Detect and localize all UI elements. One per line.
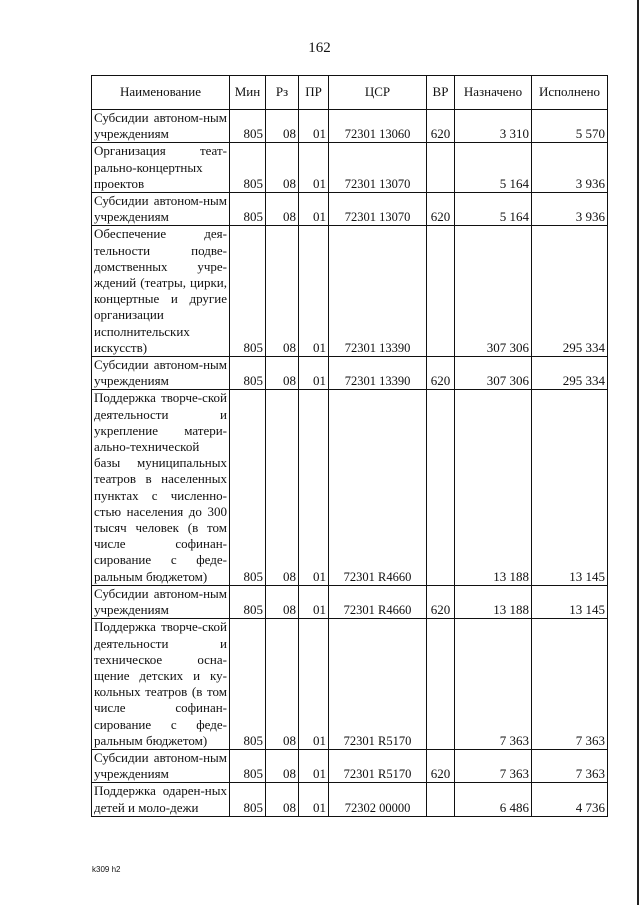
row-min: 805 <box>230 390 266 585</box>
row-executed: 4 736 <box>532 783 608 816</box>
row-executed: 3 936 <box>532 193 608 226</box>
table-row <box>92 226 608 357</box>
row-csr: 72302 00000 <box>329 783 427 816</box>
row-name: Поддержка творче-ской деятельности и техническое осна-щение детских и ку-кольных театров (в том числе софинан-сирование с феде-ральным бюджетом) <box>92 619 230 750</box>
row-name: Поддержка творче-ской деятельности и укрепление матери-ально-технической базы муниципальных театров в населенных пунктах с численно-стью населения до 300 тысяч человек (в том числе софинан-сирование с феде-ральным бюджетом) <box>92 390 230 585</box>
row-name: Обеспечение дея-тельности подве-домственных учре-ждений (театры, цирки, концертные и другие организации исполнительских искусств) <box>92 226 230 357</box>
table-row <box>92 585 608 618</box>
row-csr: 72301 R5170 <box>329 619 427 750</box>
row-min: 805 <box>230 619 266 750</box>
row-vr <box>427 226 455 357</box>
row-min: 805 <box>230 193 266 226</box>
row-min: 805 <box>230 749 266 782</box>
row-executed: 7 363 <box>532 619 608 750</box>
header-pr: ПР <box>299 76 329 110</box>
row-rz: 08 <box>266 390 299 585</box>
row-vr <box>427 390 455 585</box>
row-pr: 01 <box>299 357 329 390</box>
row-executed: 295 334 <box>532 357 608 390</box>
row-assigned: 5 164 <box>455 193 532 226</box>
row-csr: 72301 R5170 <box>329 749 427 782</box>
row-csr: 72301 13390 <box>329 226 427 357</box>
table-row <box>92 193 608 226</box>
table-row <box>92 390 608 585</box>
row-rz: 08 <box>266 110 299 143</box>
row-rz: 08 <box>266 226 299 357</box>
row-csr: 72301 13070 <box>329 193 427 226</box>
header-vr: ВР <box>427 76 455 110</box>
row-min: 805 <box>230 357 266 390</box>
row-min: 805 <box>230 585 266 618</box>
budget-table <box>91 75 608 817</box>
row-rz: 08 <box>266 585 299 618</box>
table-row <box>92 783 608 816</box>
row-assigned: 6 486 <box>455 783 532 816</box>
row-rz: 08 <box>266 143 299 193</box>
row-assigned: 7 363 <box>455 619 532 750</box>
row-rz: 08 <box>266 749 299 782</box>
table-row <box>92 749 608 782</box>
table-body <box>92 110 608 817</box>
footer-code: k309 h2 <box>92 865 121 874</box>
row-min: 805 <box>230 783 266 816</box>
header-row <box>92 76 608 110</box>
row-executed: 13 145 <box>532 585 608 618</box>
row-vr: 620 <box>427 585 455 618</box>
row-assigned: 7 363 <box>455 749 532 782</box>
row-assigned: 13 188 <box>455 390 532 585</box>
row-executed: 7 363 <box>532 749 608 782</box>
row-vr <box>427 143 455 193</box>
row-name: Организация теат-рально-концертных проектов <box>92 143 230 193</box>
row-csr: 72301 13070 <box>329 143 427 193</box>
row-assigned: 13 188 <box>455 585 532 618</box>
row-pr: 01 <box>299 193 329 226</box>
row-vr: 620 <box>427 749 455 782</box>
header-name: Наименование <box>92 76 230 110</box>
row-vr <box>427 783 455 816</box>
table-row <box>92 619 608 750</box>
row-rz: 08 <box>266 193 299 226</box>
row-assigned: 307 306 <box>455 226 532 357</box>
row-executed: 295 334 <box>532 226 608 357</box>
header-assigned: Назначено <box>455 76 532 110</box>
row-vr: 620 <box>427 193 455 226</box>
row-csr: 72301 R4660 <box>329 585 427 618</box>
row-pr: 01 <box>299 749 329 782</box>
row-pr: 01 <box>299 143 329 193</box>
row-pr: 01 <box>299 619 329 750</box>
row-pr: 01 <box>299 226 329 357</box>
row-vr: 620 <box>427 357 455 390</box>
row-vr: 620 <box>427 110 455 143</box>
row-name: Поддержка одарен-ных детей и моло-дежи <box>92 783 230 816</box>
header-rz: Рз <box>266 76 299 110</box>
row-executed: 3 936 <box>532 143 608 193</box>
row-pr: 01 <box>299 783 329 816</box>
row-name: Субсидии автоном-ным учреждениям <box>92 585 230 618</box>
row-name: Субсидии автоном-ным учреждениям <box>92 357 230 390</box>
row-assigned: 3 310 <box>455 110 532 143</box>
row-name: Субсидии автоном-ным учреждениям <box>92 749 230 782</box>
header-min: Мин <box>230 76 266 110</box>
header-csr: ЦСР <box>329 76 427 110</box>
row-rz: 08 <box>266 783 299 816</box>
page-number: 162 <box>308 40 331 56</box>
table-row <box>92 110 608 143</box>
row-pr: 01 <box>299 390 329 585</box>
row-pr: 01 <box>299 110 329 143</box>
row-assigned: 307 306 <box>455 357 532 390</box>
row-rz: 08 <box>266 619 299 750</box>
header-executed: Исполнено <box>532 76 608 110</box>
row-name: Субсидии автоном-ным учреждениям <box>92 110 230 143</box>
row-csr: 72301 13390 <box>329 357 427 390</box>
row-csr: 72301 R4660 <box>329 390 427 585</box>
row-min: 805 <box>230 226 266 357</box>
row-assigned: 5 164 <box>455 143 532 193</box>
table-row <box>92 143 608 193</box>
row-csr: 72301 13060 <box>329 110 427 143</box>
row-executed: 5 570 <box>532 110 608 143</box>
row-rz: 08 <box>266 357 299 390</box>
row-min: 805 <box>230 143 266 193</box>
row-pr: 01 <box>299 585 329 618</box>
row-name: Субсидии автоном-ным учреждениям <box>92 193 230 226</box>
row-min: 805 <box>230 110 266 143</box>
row-vr <box>427 619 455 750</box>
table-row <box>92 357 608 390</box>
row-executed: 13 145 <box>532 390 608 585</box>
